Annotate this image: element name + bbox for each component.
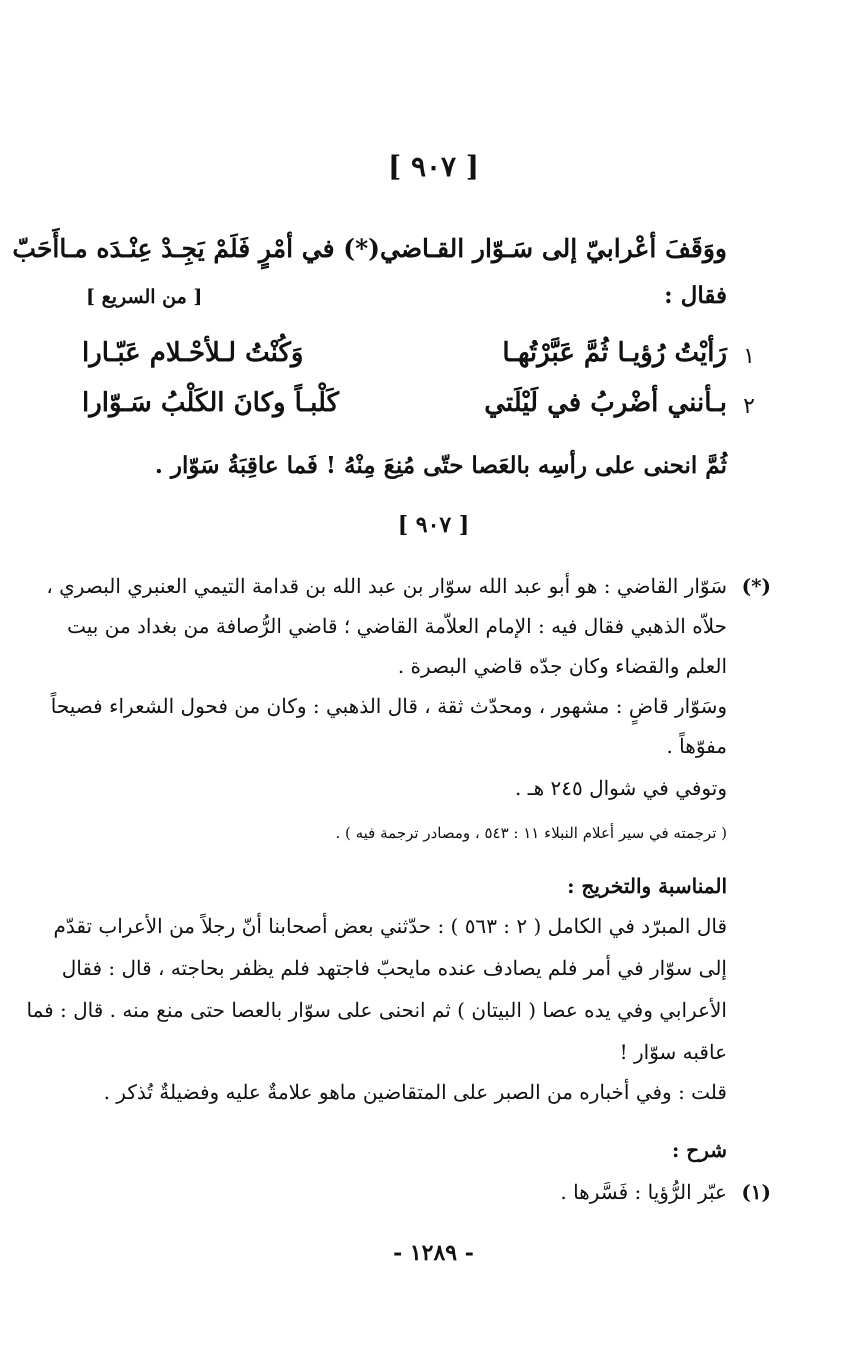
closing-line: ثُمَّ انحنى على رأسِه بالعَصا حتّى مُنِعَ مِنْهُ ! فَما عاقِبَةُ سَوّار . bbox=[154, 452, 727, 479]
footnote-line: وتوفي في شوال ٢٤٥ هـ . bbox=[515, 776, 727, 800]
footnote-line: سَوّار القاضي : هو أبو عبد الله سوّار بن عبد الله بن قدامة التيمي العنبري البصري ، bbox=[46, 574, 727, 598]
section-line: قال المبرّد في الكامل ( ٢ : ٥٦٣ ) : حدّثني بعض أصحابنا أنّ رجلاً من الأعراب تقدّم bbox=[53, 914, 727, 938]
section-line: الأعرابي وفي يده عصا ( البيتان ) ثم انحنى على سوّار بالعصا حتى منع منه . قال : فما bbox=[26, 998, 727, 1022]
entry-number: [ ٩٠٧ ] bbox=[387, 150, 480, 183]
section-heading: المناسبة والتخريج : bbox=[567, 874, 727, 898]
footnote-line: حلاّه الذهبي فقال فيه : الإمام العلاّمة القاضي ؛ قاضي الرُّصافة من بغداد من بيت bbox=[67, 614, 727, 638]
footnote-line: مفوّهاً . bbox=[666, 734, 727, 758]
verse-2-second-hemistich: كَلْبـاً وكانَ الكَلْبُ سَـوّارا bbox=[82, 388, 339, 418]
citation: ( ترجمته في سير أعلام النبلاء ١١ : ٥٤٣ ، ومصادر ترجمة فيه ) . bbox=[335, 824, 727, 842]
section-line: إلى سوّار في أمر فلم يصادف عنده مايحبّ فاجتهد فلم يظفر بحاجته ، قال : فقال bbox=[61, 956, 727, 980]
intro-line-2: فقال : bbox=[664, 282, 727, 309]
verse-number: ٢ bbox=[743, 394, 755, 419]
footnote-line: العلم والقضاء وكان جدّه قاضي البصرة . bbox=[397, 654, 727, 678]
footnote-line: وسَوّار قاضٍ : مشهور ، ومحدّث ثقة ، قال الذهبي : وكان من فحول الشعراء فصيحاً bbox=[50, 694, 727, 718]
sharh-text: عبّر الرُّؤيا : فَسَّرها . bbox=[560, 1180, 727, 1204]
section-line: عاقبه سوّار ! bbox=[619, 1040, 727, 1064]
footnote-marker: (*) bbox=[741, 574, 771, 598]
sharh-number: (١) bbox=[741, 1180, 771, 1204]
intro-line-1: ووَقَفَ أعْرابيّ إلى سَـوّار القـاضي(*) في أمْرٍ فَلَمْ يَجِـدْ عِنْـدَه مـاأَحَبّ bbox=[12, 234, 727, 263]
sharh-heading: شرح : bbox=[671, 1138, 727, 1162]
verse-1-first-hemistich: رَأيْتُ رُؤيـا ثُمَّ عَبَّرْتُهـا bbox=[502, 338, 727, 368]
verse-2-first-hemistich: بـأنني أضْربُ في لَيْلَتي bbox=[484, 388, 727, 418]
verse-1-second-hemistich: وَكُنْتُ لـلأحْـلام عَبّـارا bbox=[82, 338, 304, 368]
page-number: - ١٢٨٩ - bbox=[393, 1240, 474, 1266]
meter-label: [ من السريع ] bbox=[86, 286, 203, 308]
verse-number: ١ bbox=[743, 344, 755, 369]
section-line: قلت : وفي أخباره من الصبر على المتقاضين ماهو علامةٌ عليه وفضيلةٌ تُذكر . bbox=[103, 1080, 727, 1104]
entry-number-repeat: [ ٩٠٧ ] bbox=[397, 512, 470, 538]
